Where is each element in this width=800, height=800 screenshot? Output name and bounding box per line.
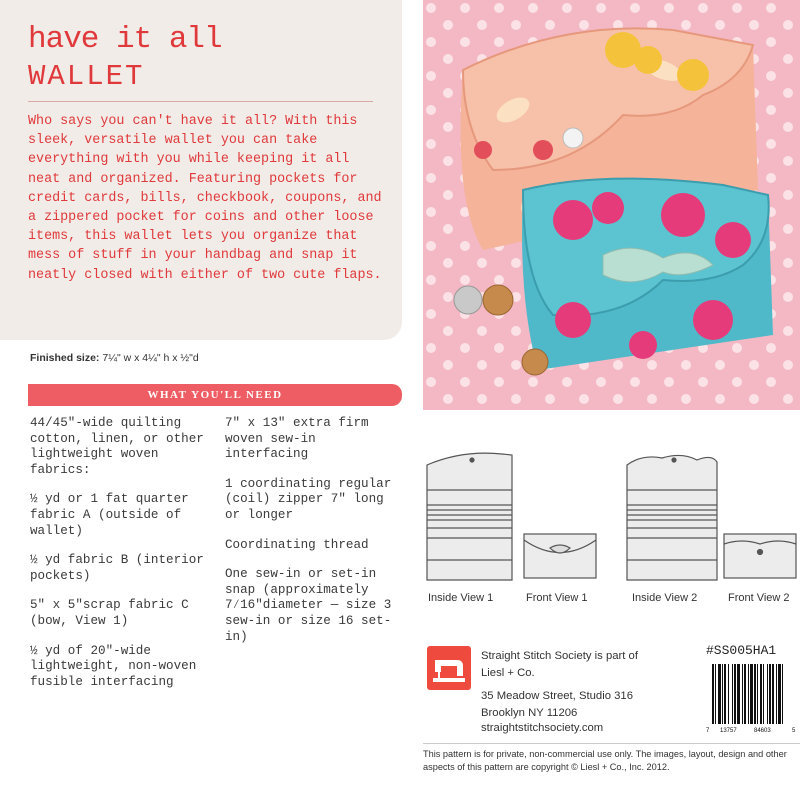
- barcode-digit: 5: [792, 728, 796, 734]
- barcode-bar: [782, 664, 783, 724]
- brand-address: [481, 648, 638, 722]
- finished-size: [30, 352, 199, 364]
- brand-line-4: Brooklyn NY 11206: [481, 707, 578, 719]
- barcode-bar: [776, 664, 777, 724]
- barcode-digit: 13757: [720, 728, 737, 734]
- footer-divider: [423, 743, 800, 744]
- material-item: ½ yd or 1 fat quarter fabric A (outside of wallet): [30, 492, 189, 538]
- barcode-digit: 84603: [754, 728, 771, 734]
- sewing-machine-logo: [427, 646, 471, 690]
- barcode-bar: [750, 664, 753, 724]
- inside-view-2-drawing: [627, 455, 717, 580]
- barcode-bar: [757, 664, 758, 724]
- barcode-bar: [760, 664, 762, 724]
- materials-list-left: [30, 416, 220, 704]
- material-item: 7" x 13" extra firm woven sew-in interfacing: [225, 416, 369, 462]
- barcode-bar: [734, 664, 736, 724]
- finished-size-value: 7¼" w x 4¼" h x ½"d: [99, 352, 199, 364]
- copyright-notice: This pattern is for private, non-commercial use only. The images, layout, design and other aspects of this pattern are copyright © Liesl + Co., Inc. 2012.: [423, 749, 787, 772]
- brand-website: straightstitchsociety.com: [481, 722, 604, 734]
- barcode-bar: [763, 664, 764, 724]
- front-view-1-label: Front View 1: [526, 592, 588, 604]
- barcode-bar: [748, 664, 749, 724]
- barcode-bar: [744, 664, 746, 724]
- barcode-bar: [754, 664, 756, 724]
- barcode-bar: [767, 664, 768, 724]
- barcode-bar: [742, 664, 743, 724]
- front-view-2-drawing: [724, 534, 796, 578]
- brand-line-3: 35 Meadow Street, Studio 316: [481, 690, 633, 702]
- barcode-bar: [724, 664, 726, 724]
- barcode-bar: [728, 664, 729, 724]
- materials-heading-bar: [28, 384, 402, 406]
- title-divider: [28, 101, 373, 102]
- title-line-2: WALLET: [28, 60, 145, 93]
- barcode-bar: [778, 664, 781, 724]
- material-item: 5" x 5"scrap fabric C (bow, View 1): [30, 598, 189, 628]
- inside-view-1-label: Inside View 1: [428, 592, 494, 604]
- barcode-bar: [737, 664, 740, 724]
- material-item: Coordinating thread: [225, 537, 369, 552]
- intro-panel: [0, 0, 402, 340]
- barcode-bar: [772, 664, 774, 724]
- material-item: ½ yd fabric B (interior pockets): [30, 553, 204, 583]
- barcode-bar: [732, 664, 733, 724]
- barcode-bar: [715, 664, 716, 724]
- material-item: 1 coordinating regular (coil) zipper 7" long or longer: [225, 476, 392, 522]
- title-line-1: have it all: [28, 22, 222, 57]
- product-photo: [423, 0, 800, 410]
- front-view-2-label: Front View 2: [728, 592, 790, 604]
- barcode-bar: [712, 664, 714, 724]
- pattern-views: [422, 450, 800, 610]
- inside-view-2-label: Inside View 2: [632, 592, 698, 604]
- material-item: 44/45"-wide quilting cotton, linen, or other lightweight woven fabrics:: [30, 416, 204, 477]
- brand-line-1: Straight Stitch Society is part of: [481, 650, 638, 662]
- barcode-digit: 7: [706, 728, 710, 734]
- material-item: One sew-in or set-in snap (approximately 7⁄16"diameter — size 3 sew-in or size 16 set-in): [225, 567, 392, 644]
- brand-block: [423, 640, 800, 740]
- brand-line-2: Liesl + Co.: [481, 667, 535, 679]
- barcode-bar: [718, 664, 721, 724]
- intro-paragraph: Who says you can't have it all? With this sleek, versatile wallet you can take everything with you while keeping it all neat and organized. Featuring pockets for credit cards, bills, checkbook, coupons, and a zippered pocket for coins and other loose items, this wallet lets you organize that mess of stuff in your handbag and snap it neatly closed with either of two cute flaps.: [28, 114, 382, 283]
- materials-list-right: [225, 416, 405, 659]
- material-item: ½ yd of 20"-wide lightweight, non-woven fusible interfacing: [30, 643, 197, 689]
- inside-view-1-drawing: [427, 453, 512, 580]
- front-view-1-drawing: [524, 534, 596, 578]
- barcode-bar: [722, 664, 723, 724]
- barcode: [706, 664, 798, 734]
- materials-heading: WHAT YOU'LL NEED: [147, 389, 283, 401]
- finished-size-label: Finished size:: [30, 352, 100, 364]
- product-sku: #SS005HA1: [706, 643, 777, 658]
- barcode-bar: [769, 664, 771, 724]
